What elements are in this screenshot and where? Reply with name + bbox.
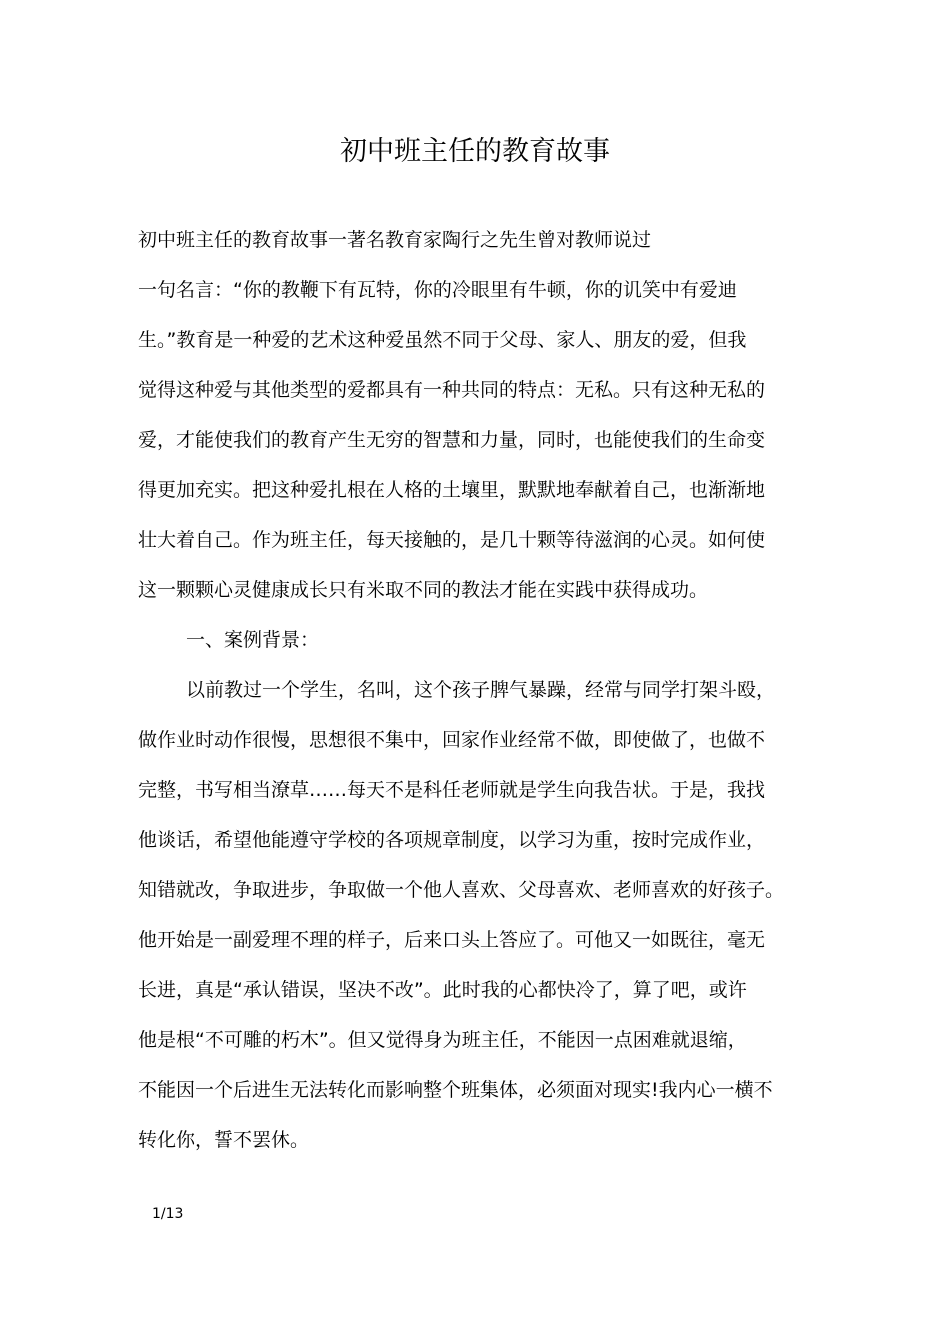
paragraph-line-1: 初中班主任的教育故事一著名教育家陶行之先生曾对教师说过 <box>138 229 652 251</box>
paragraph-line-11: 做作业时动作很慢，思想很不集中，回家作业经常不做，即使做了，也做不 <box>138 729 766 751</box>
paragraph-line-15: 他开始是一副爱理不理的样子，后来口头上答应了。可他又一如既往，毫无 <box>138 929 766 951</box>
paragraph-line-4: 觉得这种爱与其他类型的爱都具有一种共同的特点：无私。只有这种无私的 <box>138 379 766 401</box>
paragraph-line-17: 他是根“不可雕的朽木”。但又觉得身为班主任，不能因一点困难就退缩， <box>138 1029 747 1051</box>
page-number: 1/13 <box>152 1206 184 1222</box>
paragraph-line-5: 爱，才能使我们的教育产生无穷的智慧和力量，同时，也能使我们的生命变 <box>138 429 766 451</box>
paragraph-line-16: 长进，真是“承认错误，坚决不改”。此时我的心都快冷了，算了吧，或许 <box>138 979 747 1001</box>
paragraph-line-8: 这一颗颗心灵健康成长只有米取不同的教法才能在实践中获得成功。 <box>138 579 709 601</box>
paragraph-line-18: 不能因一个后进生无法转化而影响整个班集体，必须面对现实!我内心一横不 <box>138 1079 773 1101</box>
paragraph-line-7: 壮大着自己。作为班主任，每天接触的，是几十颗等待滋润的心灵。如何使 <box>138 529 766 551</box>
paragraph-line-19: 转化你，誓不罢休。 <box>138 1129 310 1151</box>
page-title: 初中班主任的教育故事 <box>340 136 610 167</box>
section-heading: 一、案例背景： <box>186 629 320 651</box>
paragraph-line-10: 以前教过一个学生，名叫，这个孩子脾气暴躁，经常与同学打架斗殴， <box>186 679 776 701</box>
paragraph-line-3: 生。”教育是一种爱的艺术这种爱虽然不同于父母、家人、朋友的爱，但我 <box>138 329 747 351</box>
paragraph-line-14: 知错就改，争取进步，争取做一个他人喜欢、父母喜欢、老师喜欢的好孩子。 <box>138 879 785 901</box>
paragraph-line-6: 得更加充实。把这种爱扎根在人格的土壤里，默默地奉献着自己，也渐渐地 <box>138 479 766 501</box>
paragraph-line-2: 一句名言：“你的教鞭下有瓦特，你的冷眼里有牛顿，你的讥笑中有爱迪 <box>138 279 737 301</box>
paragraph-line-13: 他谈话，希望他能遵守学校的各项规章制度，以学习为重，按时完成作业， <box>138 829 766 851</box>
paragraph-line-12: 完整，书写相当潦草……每天不是科任老师就是学生向我告状。于是，我找 <box>138 779 766 801</box>
